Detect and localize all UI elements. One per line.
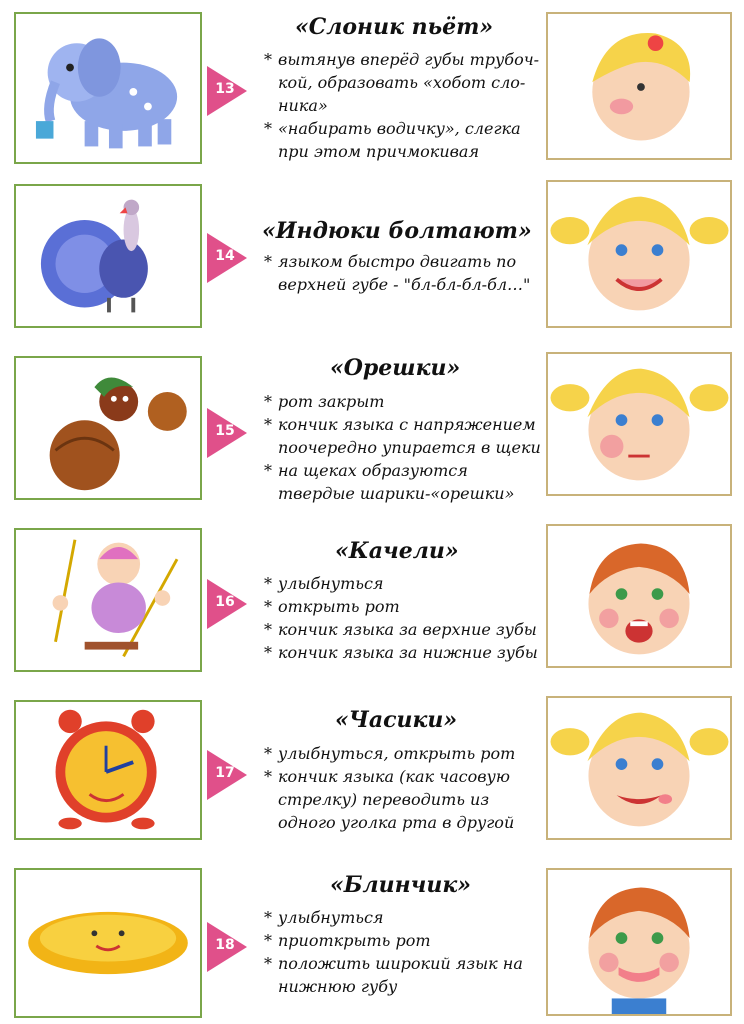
exercise-15-left-picture — [14, 356, 202, 500]
exercise-18-step-3: * положить широкий язык на нижнюю губу — [264, 952, 554, 998]
exercise-16-left-picture — [14, 528, 202, 672]
exercise-14-step-1: * языком быстро двигать по верхней губе - "бл-бл-бл-бл…" — [264, 250, 554, 296]
exercise-13-right-picture — [546, 12, 732, 160]
boy-wide-tongue-icon — [548, 870, 730, 1014]
exercise-16-number: 16 — [215, 594, 235, 610]
exercise-16-title: «Качели» — [335, 538, 459, 564]
alarm-clock-icon — [16, 702, 200, 838]
exercise-15-steps — [264, 390, 554, 505]
exercise-15-step-1: * рот закрыт — [264, 390, 554, 413]
exercise-17-right-picture — [546, 696, 732, 840]
exercise-16-right-picture — [546, 524, 732, 668]
exercise-15-step-2: * кончик языка с напряжением поочередно упирается в щеки — [264, 413, 554, 459]
exercise-16-step-4: * кончик языка за нижние зубы — [264, 641, 554, 664]
exercise-18-steps — [264, 906, 554, 998]
exercise-14-left-picture — [14, 184, 202, 328]
exercise-16-steps — [264, 572, 554, 664]
exercise-18-title: «Блинчик» — [330, 872, 472, 898]
elephant-drinking-icon — [16, 14, 200, 162]
exercise-18-marker — [207, 922, 247, 972]
exercise-13-number: 13 — [215, 81, 235, 97]
girl-tongue-side-icon — [548, 698, 730, 838]
exercise-18-right-picture — [546, 868, 732, 1016]
exercise-17-steps — [264, 742, 554, 834]
exercise-18-number: 18 — [215, 937, 235, 953]
exercise-13-step-2: * «набирать водичку», слегка при этом причмокивая — [264, 117, 554, 163]
girl-cheek-nut-icon — [548, 354, 730, 494]
exercise-17-number: 17 — [215, 765, 235, 781]
exercise-16-step-3: * кончик языка за верхние зубы — [264, 618, 554, 641]
turkey-icon — [16, 186, 200, 326]
exercise-14-number: 14 — [215, 248, 235, 264]
exercise-17-marker — [207, 750, 247, 800]
pancake-icon — [16, 870, 200, 1016]
exercise-18-step-2: * приоткрыть рот — [264, 929, 554, 952]
exercise-13-title: «Слоник пьёт» — [295, 14, 494, 40]
girl-lips-pushed-forward-icon — [548, 14, 730, 158]
exercise-13-steps — [264, 48, 554, 163]
exercise-15-right-picture — [546, 352, 732, 496]
nuts-icon — [16, 358, 200, 498]
exercise-13-left-picture — [14, 12, 202, 164]
exercise-15-marker — [207, 408, 247, 458]
exercise-13-step-1: * вытянув вперёд губы трубоч- кой, образовать «хобот сло- ника» — [264, 48, 554, 117]
exercise-16-step-1: * улыбнуться — [264, 572, 554, 595]
exercise-17-step-1: * улыбнуться, открыть рот — [264, 742, 554, 765]
exercise-17-title: «Часики» — [335, 707, 458, 733]
exercise-16-step-2: * открыть рот — [264, 595, 554, 618]
exercise-14-title: «Индюки болтают» — [262, 218, 532, 244]
exercise-13-marker — [207, 66, 247, 116]
exercise-14-marker — [207, 233, 247, 283]
exercise-15-title: «Орешки» — [330, 355, 461, 381]
exercise-17-left-picture — [14, 700, 202, 840]
girl-smiling-tongue-up-icon — [548, 182, 730, 326]
exercise-16-marker — [207, 579, 247, 629]
exercise-15-step-3: * на щеках образуются твердые шарики-«орешки» — [264, 459, 554, 505]
exercise-17-step-2: * кончик языка (как часовую стрелку) переводить из одного уголка рта в другой — [264, 765, 554, 834]
exercise-15-number: 15 — [215, 423, 235, 439]
exercise-18-step-1: * улыбнуться — [264, 906, 554, 929]
exercise-14-right-picture — [546, 180, 732, 328]
exercise-18-left-picture — [14, 868, 202, 1018]
child-on-swing-icon — [16, 530, 200, 670]
boy-open-mouth-icon — [548, 526, 730, 666]
exercise-14-steps — [264, 250, 554, 296]
